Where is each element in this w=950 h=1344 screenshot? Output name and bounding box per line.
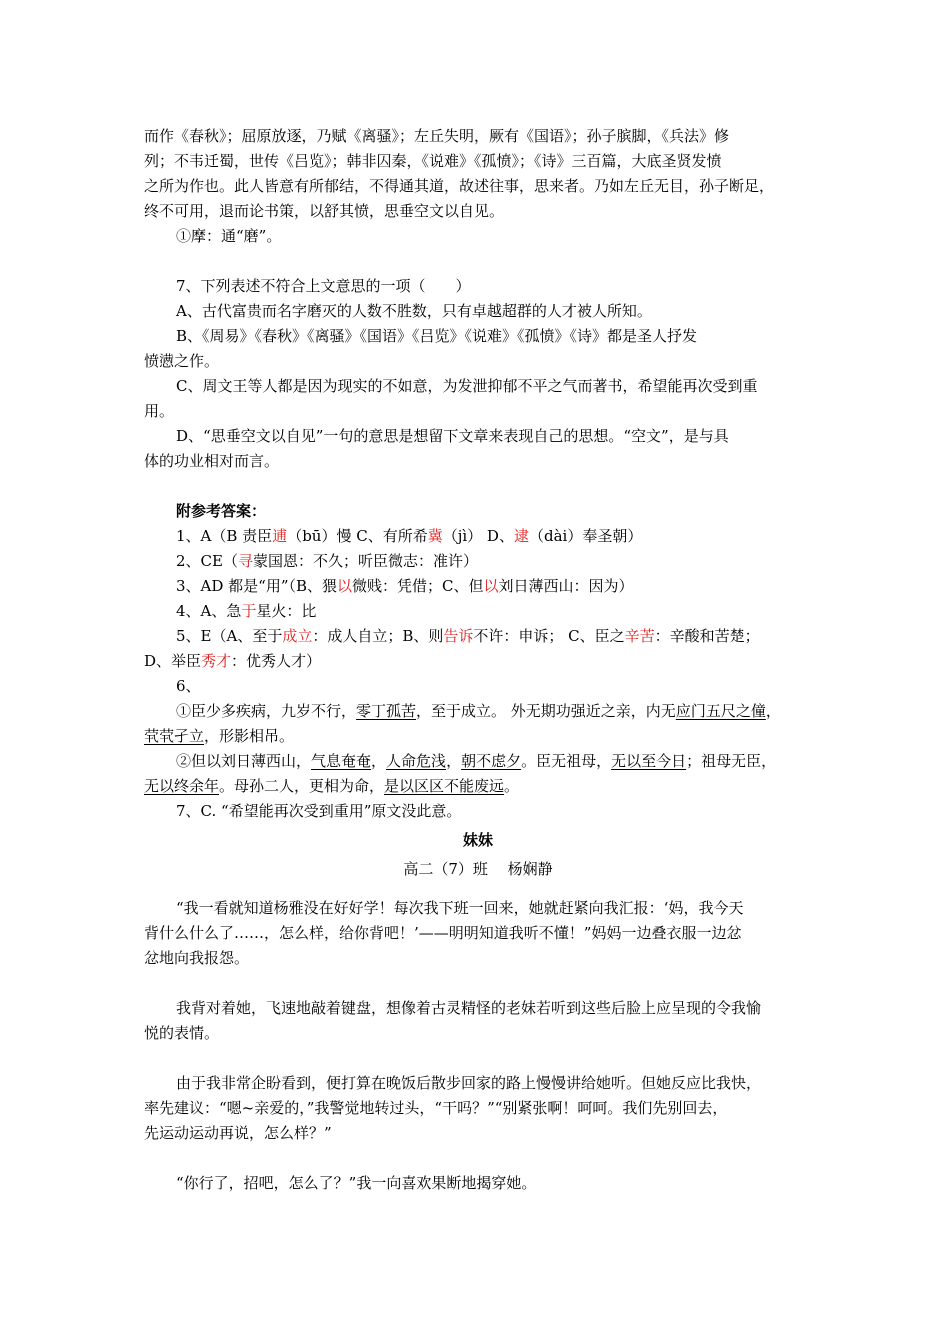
answer-3: 3、AD 都是“用”（B、猥以微贱：凭借；C、但以刘日薄西山：因为） [176, 577, 634, 595]
essay-paragraph-3-cont: 先运动运动再说，怎么样？” [144, 1124, 332, 1142]
passage-line: 列；不韦迁蜀，世传《吕览》；韩非囚秦，《说难》《孤愤》；《诗》三百篇，大底圣贤发愤 [144, 152, 722, 170]
essay-paragraph-3-cont: 率先建议：“嗯~亲爱的，”我警觉地转过头，“干吗？”“别紧张啊！呵呵。我们先别回去， [144, 1099, 728, 1117]
answer-6-part-2-cont: 无以终余年。母孙二人，更相为命，是以区区不能废远。 [144, 777, 520, 795]
option-c: C、周文王等人都是因为现实的不如意，为发泄抑郁不平之气而著书，希望能再次受到重 [176, 377, 758, 395]
essay-paragraph-1-cont: 背什么什么了……，怎么样，给你背吧！’——明明知道我听不懂！”妈妈一边叠衣服一边忿 [144, 924, 742, 942]
essay-byline: 高二（7）班 杨娴静 [403, 860, 553, 878]
answer-6-part-1-cont: 茕茕孑立，形影相吊。 [144, 727, 295, 745]
option-d-cont: 体的功业相对而言。 [144, 452, 280, 470]
answers-heading: 附参考答案： [176, 502, 267, 520]
essay-title: 妹妹 [462, 831, 493, 849]
essay-paragraph-3: 由于我非常企盼看到，便打算在晚饭后散步回家的路上慢慢讲给她听。但她反应比我快， [176, 1074, 762, 1092]
passage-footnote: ①摩：通“磨”。 [176, 227, 282, 245]
answer-6-part-1: ①臣少多疾病，九岁不行，零丁孤苦，至于成立。 外无期功强近之亲，内无应门五尺之僮， [176, 702, 781, 720]
option-c-cont: 用。 [144, 402, 175, 420]
passage-line: 终不可用，退而论书策，以舒其愤，思垂空文以自见。 [144, 202, 505, 220]
document-body [144, 124, 812, 1196]
question-stem: 7、下列表述不符合上文意思的一项（ ） [176, 277, 471, 295]
answer-5-cont: D、举臣秀才：优秀人才） [144, 652, 322, 670]
essay-paragraph-2-cont: 悦的表情。 [144, 1024, 220, 1042]
essay-paragraph-4: “你行了，招吧，怎么了？”我一向喜欢果断地揭穿她。 [176, 1174, 537, 1192]
option-d: D、“思垂空文以自见”一句的意思是想留下文章来表现自己的思想。“空文”，是与具 [176, 427, 729, 445]
essay-paragraph-2: 我背对着她，飞速地敲着键盘，想像着古灵精怪的老妹若听到这些后脸上应呈现的令我愉 [176, 999, 762, 1017]
answer-7: 7、C. “希望能再次受到重用”原文没此意。 [176, 802, 462, 820]
option-b-cont: 愤懑之作。 [144, 352, 220, 370]
essay-paragraph-1: “我一看就知道杨雅没在好好学！每次我下班一回来，她就赶紧向我汇报：‘妈，我今天 [176, 899, 744, 917]
answer-1: 1、A（B 责臣逋（bū）慢 C、有所希冀（jì） D、逮（dài）奉圣朝） [176, 527, 643, 545]
answer-4: 4、A、急于星火：比 [176, 602, 317, 620]
answer-6: 6、 [176, 677, 201, 695]
answer-2: 2、CE（寻蒙国恩：不久；听臣微志：准许） [176, 552, 479, 570]
answer-6-part-2: ②但以刘日薄西山，气息奄奄，人命危浅，朝不虑夕。臣无祖母，无以至今日；祖母无臣， [176, 752, 777, 770]
option-a: A、古代富贵而名字磨灭的人数不胜数，只有卓越超群的人才被人所知。 [176, 302, 652, 320]
option-b: B、《周易》《春秋》《离骚》《国语》《吕览》《说难》《孤愤》《诗》都是圣人抒发 [176, 327, 698, 345]
answer-5: 5、E（A、至于成立：成人自立；B、则告诉不许：申诉； C、臣之辛苦：辛酸和苦楚； [176, 627, 760, 645]
essay-paragraph-1-cont: 忿地向我报怨。 [144, 949, 250, 967]
passage-line: 而作《春秋》；屈原放逐，乃赋《离骚》；左丘失明，厥有《国语》；孙子膑脚，《兵法》修 [144, 127, 730, 145]
passage-line: 之所为作也。此人皆意有所郁结，不得通其道，故述往事，思来者。乃如左丘无目，孙子断足， [144, 177, 775, 195]
